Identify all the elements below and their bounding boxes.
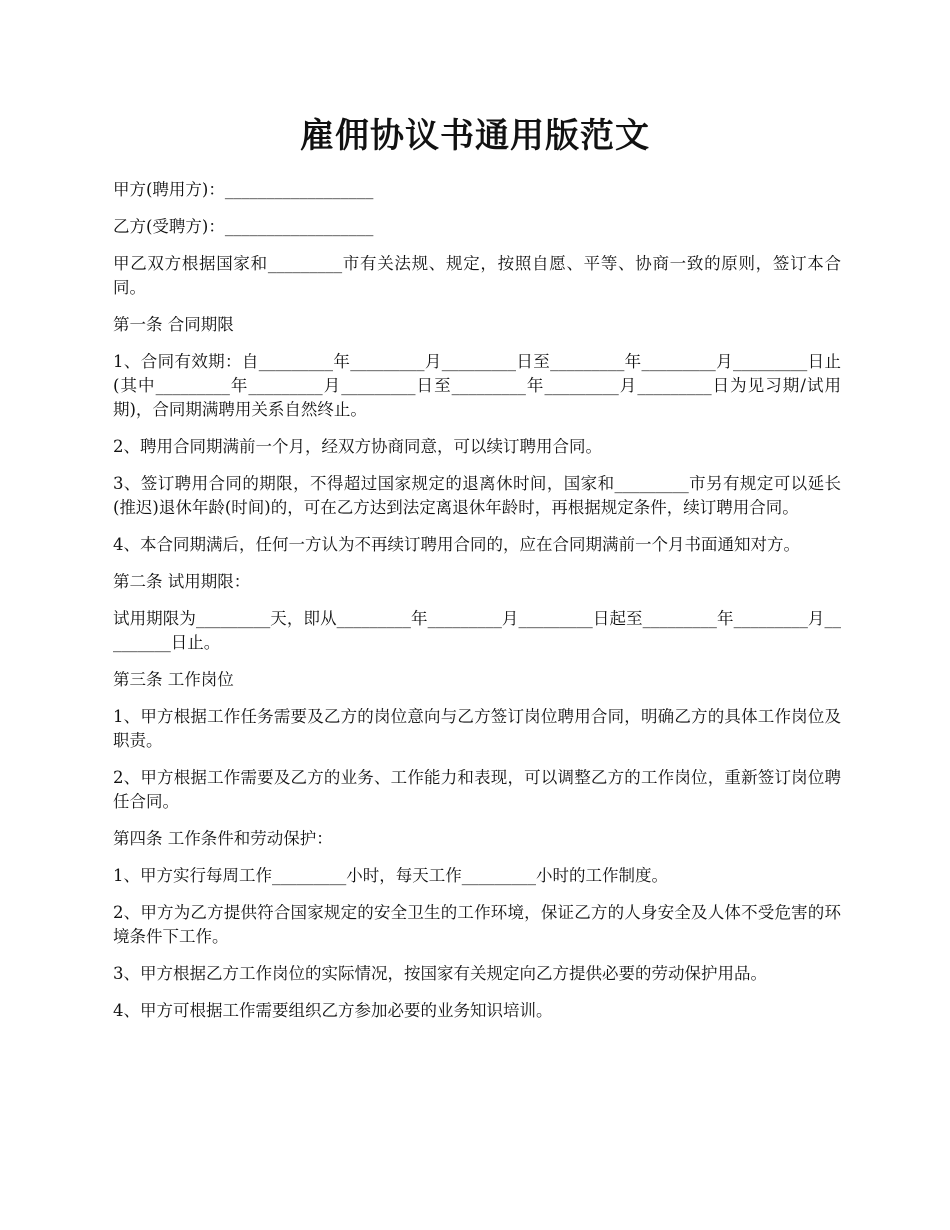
- article-4-clause-2: 2、甲方为乙方提供符合国家规定的安全卫生的工作环境，保证乙方的人身安全及人体不受危害的环境条件下工作。: [113, 903, 841, 946]
- article-1-clause-4: 4、本合同期满后，任何一方认为不再续订聘用合同的，应在合同期满前一个月书面通知对方。: [113, 535, 800, 554]
- party-a-line: 甲方(聘用方)：__________________: [113, 180, 374, 199]
- article-1-clause-2: 2、聘用合同期满前一个月，经双方协商同意，可以续订聘用合同。: [113, 437, 602, 456]
- article-1-clause-1: 1、合同有效期：自_________年_________月_________日至_________年_________月_________日止(其中_________年_________月_________日至_________年_________月_________日为见习期/试用期)，合同期满聘用关系自然终止。: [113, 352, 841, 419]
- article-1-heading: 第一条 合同期限: [113, 315, 234, 334]
- article-4-clause-1: 1、甲方实行每周工作_________小时，每天工作_________小时的工作制度。: [113, 866, 668, 885]
- article-1-clause-3: 3、签订聘用合同的期限，不得超过国家规定的退离休时间，国家和_________市另有规定可以延长(推迟)退休年龄(时间)的，可在乙方达到法定离退休年龄时，再根据规定条件，续订聘用合同。: [113, 474, 841, 517]
- article-4-clause-3: 3、甲方根据乙方工作岗位的实际情况，按国家有关规定向乙方提供必要的劳动保护用品。: [113, 964, 767, 983]
- document-title: 雇佣协议书通用版范文: [300, 116, 650, 156]
- article-2-clause-1: 试用期限为_________天，即从_________年_________月_________日起至_________年_________月_________日止。: [113, 609, 841, 652]
- article-4-clause-4: 4、甲方可根据工作需要组织乙方参加必要的业务知识培训。: [113, 1001, 553, 1020]
- preamble-paragraph: 甲乙双方根据国家和_________市有关法规、规定，按照自愿、平等、协商一致的原则，签订本合同。: [113, 254, 841, 297]
- article-4-heading: 第四条 工作条件和劳动保护：: [113, 829, 333, 848]
- article-3-heading: 第三条 工作岗位: [113, 670, 234, 689]
- article-3-clause-1: 1、甲方根据工作任务需要及乙方的岗位意向与乙方签订岗位聘用合同，明确乙方的具体工作岗位及职责。: [113, 707, 841, 750]
- article-3-clause-2: 2、甲方根据工作需要及乙方的业务、工作能力和表现，可以调整乙方的工作岗位，重新签订岗位聘任合同。: [113, 768, 841, 811]
- document-body: [113, 178, 841, 1036]
- article-2-heading: 第二条 试用期限：: [113, 572, 251, 591]
- party-b-line: 乙方(受聘方)：__________________: [113, 217, 374, 236]
